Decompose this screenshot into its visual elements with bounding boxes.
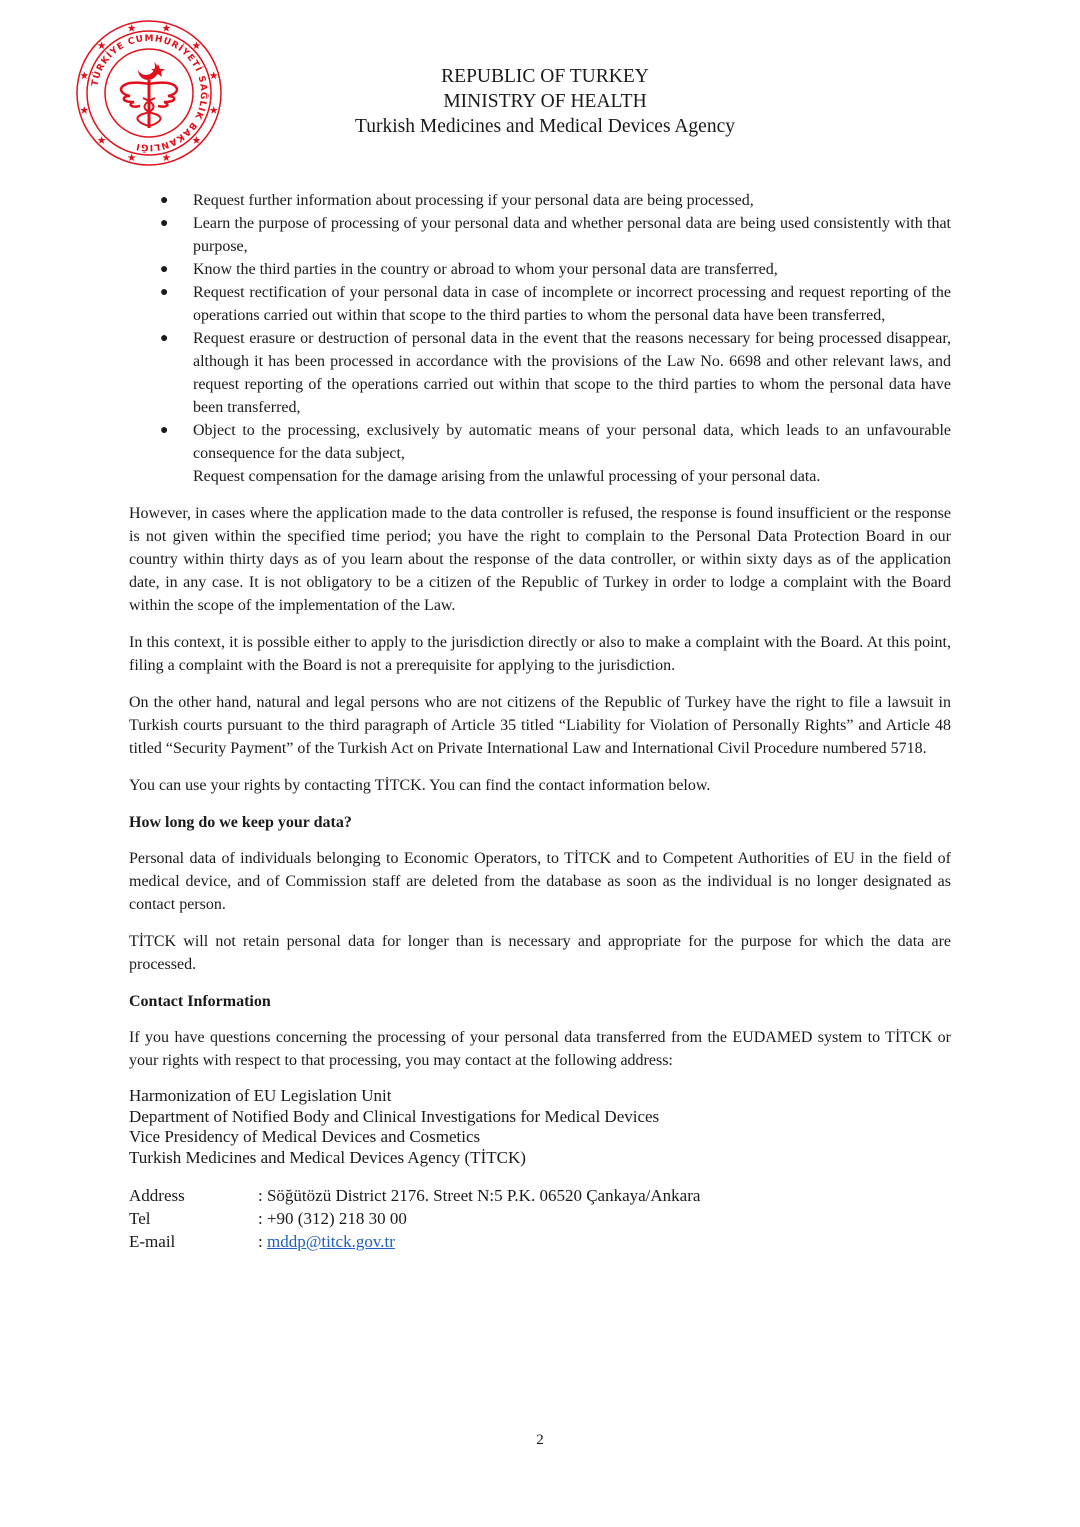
seal-star-icon bbox=[80, 71, 88, 79]
contact-heading: Contact Information bbox=[129, 993, 271, 1010]
org-line: Vice Presidency of Medical Devices and Cosmetics bbox=[129, 1127, 481, 1146]
organization-block bbox=[129, 1086, 951, 1168]
org-line: Turkish Medicines and Medical Devices Agency (TİTCK) bbox=[129, 1147, 526, 1167]
header-country: REPUBLIC OF TURKEY bbox=[441, 66, 649, 87]
paragraph-contact-intro: If you have questions concerning the processing of your personal data transferred from the EUDAMED system to TİTCK or your rights with respect to that processing, you may contact at the following address: bbox=[129, 1029, 951, 1069]
retention-heading: How long do we keep your data? bbox=[129, 814, 352, 831]
seal-star-icon bbox=[192, 136, 200, 144]
paragraph-use-rights: You can use your rights by contacting TİTCK. You can find the contact information below. bbox=[129, 777, 711, 794]
seal-star-icon bbox=[162, 154, 170, 162]
seal-star-icon bbox=[98, 136, 106, 144]
svg-text:TÜRKİYE CUMHURİYETİ SAĞLIK BAK: TÜRKİYE CUMHURİYETİ SAĞLIK BAKANLIĞI bbox=[90, 33, 209, 153]
list-item bbox=[160, 258, 951, 281]
table-row bbox=[129, 1207, 700, 1230]
document-body bbox=[129, 189, 951, 1253]
list-item-text: Learn the purpose of processing of your personal data and whether personal data are being used consistently with that purpose, bbox=[193, 215, 951, 255]
email-label: E-mail bbox=[129, 1232, 176, 1251]
email-prefix: : bbox=[258, 1232, 267, 1251]
page-number: 2 bbox=[536, 1432, 544, 1448]
tel-value: : +90 (312) 218 30 00 bbox=[258, 1209, 407, 1228]
seal-star-icon bbox=[98, 41, 106, 49]
list-item-text: Request further information about processing if your personal data are being processed, bbox=[193, 192, 754, 209]
address-label: Address bbox=[129, 1186, 185, 1205]
address-value: : Söğütözü District 2176. Street N:5 P.K. 06520 Çankaya/Ankara bbox=[258, 1186, 701, 1205]
email-value-cell bbox=[258, 1230, 700, 1253]
bullet-icon: ● bbox=[160, 423, 169, 438]
org-line: Harmonization of EU Legislation Unit bbox=[129, 1086, 392, 1105]
bullet-icon: ● bbox=[160, 331, 169, 346]
rights-list bbox=[129, 189, 951, 488]
bullet-icon: ● bbox=[160, 216, 169, 231]
ministry-seal-logo bbox=[74, 18, 224, 168]
paragraph-foreign-persons: On the other hand, natural and legal persons who are not citizens of the Republic of Turkey have the right to file a lawsuit in Turkish courts pursuant to the third paragraph of Article 35 titled “Liability for Violation of Personally Rights” and Article 48 titled “Security Payment” of the Turkish Act on Private International Law and International Civil Procedure numbered 5718. bbox=[129, 694, 951, 757]
header-ministry: MINISTRY OF HEALTH bbox=[443, 91, 647, 112]
list-item-text: Object to the processing, exclusively by automatic means of your personal data, which leads to an unfavourable consequence for the data subject, bbox=[193, 422, 951, 462]
list-item-text: Request compensation for the damage arising from the unlawful processing of your personal data. bbox=[193, 468, 821, 485]
bullet-icon: ● bbox=[160, 193, 169, 208]
seal-star-icon bbox=[210, 106, 218, 114]
org-line: Department of Notified Body and Clinical Investigations for Medical Devices bbox=[129, 1106, 660, 1126]
tel-label: Tel bbox=[129, 1209, 151, 1228]
seal-star-icon bbox=[128, 24, 136, 32]
seal-star-icon bbox=[210, 71, 218, 79]
seal-star-icon bbox=[192, 41, 200, 49]
seal-star-icon bbox=[128, 154, 136, 162]
list-item bbox=[160, 419, 951, 465]
seal-emblem-icon bbox=[74, 18, 224, 168]
email-link[interactable]: mddp@titck.gov.tr bbox=[266, 1232, 395, 1251]
bullet-icon: ● bbox=[160, 262, 169, 277]
paragraph-retention-1: Personal data of individuals belonging to Economic Operators, to TİTCK and to Competent Authorities of EU in the field of medical device, and of Commission staff are deleted from the database as soon as the individual is no longer designated as contact person. bbox=[129, 850, 951, 913]
list-item-text: Request rectification of your personal data in case of incomplete or incorrect processing and request reporting of the operations carried out within that scope to the third parties to whom the personal data have been transferred, bbox=[193, 284, 951, 324]
bullet-icon: ● bbox=[160, 285, 169, 300]
contact-table bbox=[129, 1184, 700, 1253]
list-item bbox=[160, 281, 951, 327]
seal-star-icon bbox=[162, 24, 170, 32]
paragraph-jurisdiction: In this context, it is possible either to apply to the jurisdiction directly or also to make a complaint with the Board. At this point, filing a complaint with the Board is not a prerequisite for applying to the jurisdiction. bbox=[129, 634, 951, 674]
paragraph-retention-2: TİTCK will not retain personal data for longer than is necessary and appropriate for the purpose for which the data are processed. bbox=[129, 933, 951, 973]
header-agency: Turkish Medicines and Medical Devices Agency bbox=[355, 116, 735, 137]
list-item-text: Know the third parties in the country or abroad to whom your personal data are transferred, bbox=[193, 261, 778, 278]
paragraph-complaint-rights: However, in cases where the application made to the data controller is refused, the response is found insufficient or the response is not given within the specified time period; you have the right to complain to the Personal Data Protection Board in our country within thirty days as of you learn about the response of the data controller, or within sixty days as of the application date, in any case. It is not obligatory to be a citizen of the Republic of Turkey in order to lodge a complaint with the Board within the scope of the implementation of the Law. bbox=[129, 505, 951, 614]
list-item-continuation bbox=[193, 465, 951, 488]
list-item-text: Request erasure or destruction of personal data in the event that the reasons necessary for being processed disappear, although it has been processed in accordance with the provisions of the Law No. 6698 and other relevant laws, and request reporting of the operations carried out within that scope to the third parties to whom the personal data have been transferred, bbox=[193, 330, 951, 416]
list-item bbox=[160, 212, 951, 258]
list-item bbox=[160, 327, 951, 419]
table-row bbox=[129, 1230, 700, 1253]
table-row bbox=[129, 1184, 700, 1207]
seal-star-icon bbox=[80, 106, 88, 114]
document-header bbox=[300, 64, 790, 139]
list-item bbox=[160, 189, 951, 212]
